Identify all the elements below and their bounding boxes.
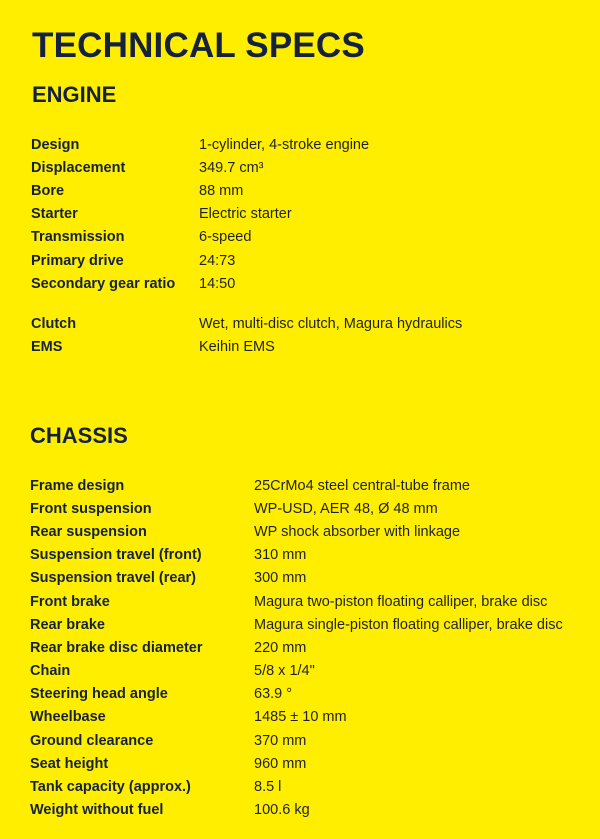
spec-label: Steering head angle: [30, 686, 168, 702]
spec-value: WP shock absorber with linkage: [254, 524, 461, 540]
spec-label: Chain: [30, 663, 71, 679]
engine-spec-table: [31, 137, 571, 377]
spec-value: 88 mm: [199, 183, 244, 199]
spec-label: Secondary gear ratio: [31, 276, 176, 292]
spec-value: 24:73: [199, 253, 236, 269]
spec-label: Suspension travel (rear): [30, 570, 196, 586]
spec-value: Magura two-piston floating calliper, brake disc: [254, 594, 548, 610]
spec-label: EMS: [31, 339, 63, 355]
spec-value: 1-cylinder, 4-stroke engine: [199, 137, 370, 153]
spec-label: Tank capacity (approx.): [30, 779, 191, 795]
spec-label: Frame design: [30, 478, 125, 494]
spec-value: 25CrMo4 steel central-tube frame: [254, 478, 470, 494]
spec-label: Suspension travel (front): [30, 547, 202, 563]
engine-section-title: ENGINE: [32, 82, 117, 107]
page-title: TECHNICAL SPECS: [32, 26, 365, 65]
spec-value: Keihin EMS: [199, 339, 275, 355]
spec-value: 349.7 cm³: [199, 160, 264, 176]
spec-label: Ground clearance: [30, 733, 154, 749]
spec-value: 8.5 l: [254, 779, 282, 795]
spec-value: WP-USD, AER 48, Ø 48 mm: [254, 501, 438, 517]
spec-value: 310 mm: [254, 547, 307, 563]
spec-label: Rear suspension: [30, 524, 147, 540]
spec-label: Starter: [31, 206, 78, 222]
chassis-spec-table: [30, 478, 590, 828]
spec-label: Wheelbase: [30, 709, 106, 725]
spec-label: Front suspension: [30, 501, 152, 517]
spec-label: Front brake: [30, 594, 110, 610]
spec-label: Rear brake: [30, 617, 105, 633]
spec-value: Electric starter: [199, 206, 292, 222]
spec-value: Magura single-piston floating calliper, brake disc: [254, 617, 563, 633]
spec-value: 14:50: [199, 276, 236, 292]
spec-label: Seat height: [30, 756, 109, 772]
spec-value: 370 mm: [254, 733, 307, 749]
spec-value: 100.6 kg: [254, 802, 310, 818]
spec-label: Primary drive: [31, 253, 124, 269]
spec-value: 300 mm: [254, 570, 307, 586]
spec-value: 6-speed: [199, 229, 252, 245]
chassis-section-title: CHASSIS: [30, 423, 128, 448]
spec-label: Displacement: [31, 160, 126, 176]
spec-value: Wet, multi-disc clutch, Magura hydraulics: [199, 316, 463, 332]
spec-value: 1485 ± 10 mm: [254, 709, 347, 725]
spec-label: Transmission: [31, 229, 125, 245]
spec-label: Design: [31, 137, 80, 153]
spec-label: Rear brake disc diameter: [30, 640, 203, 656]
spec-value: 63.9 °: [254, 686, 293, 702]
spec-value: 220 mm: [254, 640, 307, 656]
spec-label: Bore: [31, 183, 65, 199]
spec-label: Clutch: [31, 316, 77, 332]
spec-value: 960 mm: [254, 756, 307, 772]
spec-value: 5/8 x 1/4": [254, 663, 315, 679]
spec-label: Weight without fuel: [30, 802, 164, 818]
